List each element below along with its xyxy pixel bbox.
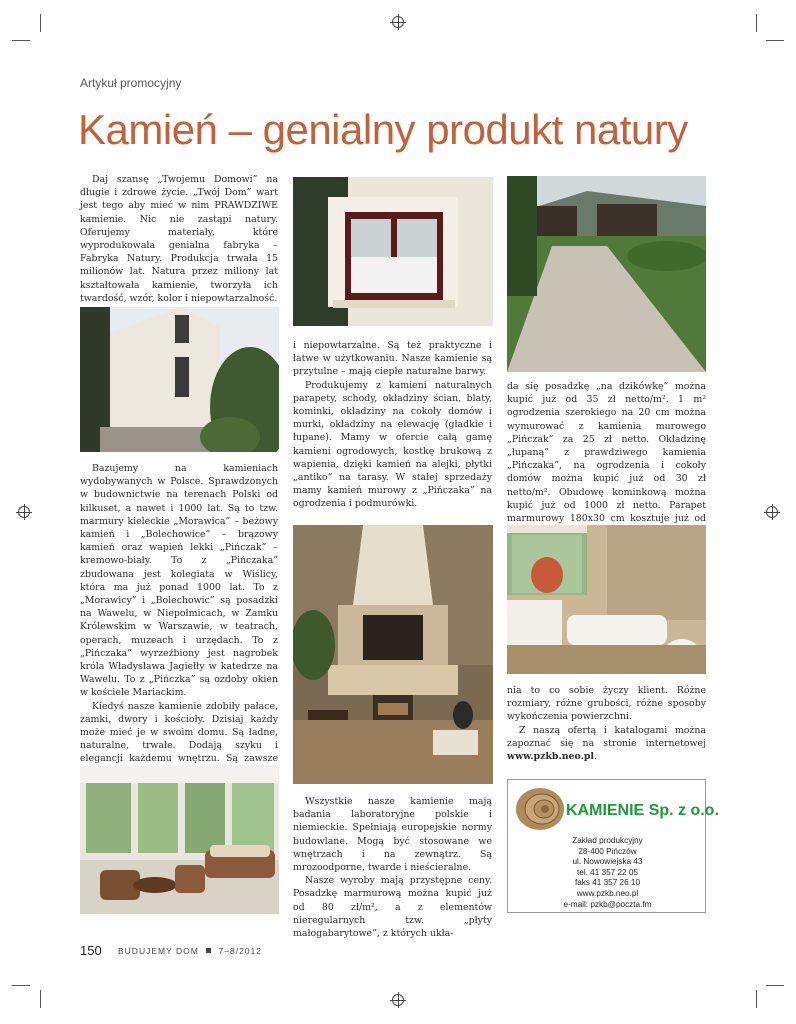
paragraph: Kiedyś nasze kamienie zdobiły pałace, zamki, dwory i kościoły. Dzisiaj każdy może mieć je w swoim domu. Są ładne, naturalne, trwałe. Dodają szyku i elegancji każdemu wnętrzu. Są zawsze: [80, 700, 278, 765]
paragraph: Daj szansę „Twojemu Domowi” na długie i zdrowe życie. „Twój Dom” wart jest tego aby mieć w nim PRAWDZIWE kamienie. Nic nie zastąpi natury. Oferujemy materiały, które wyprodukowała genialna fabryka – Fabryka Natury. Produkcja trwała 15 milionów lat. Natura przez miliony lat kształtowała kamienie, tworzyła ich twardość, wzór, kolor i niepowtarzalność.: [80, 174, 278, 304]
crop-mark: [766, 40, 784, 41]
house-facade-photo: [80, 307, 279, 452]
paragraph: Bazujemy na kamieniach wydobywanych w Polsce. Sprawdzonych w budownictwie na terenach Polski od kilkuset, a nawet i 1000 lat. Są to tzw. marmury kieleckie „Morawica” – beżowy kamień i „Bolechowice” – brązowy kamień oraz wapień lekki „Pińczak” – kremowo-biały. To z „Pińczaka” zbudowana jest kolegiata w Wiślicy, która ma już ponad 1000 lat. To z „Morawicy” i „Bolechowic” są posadzki na Wawelu, w Niepołmicach, w Zamku Królewskim w Warszawie, w teatrach, operach, muzeach i urzędach. To z „Pińczaka” wyrzeźbiony jest nagrobek króla Władysława Jagiełły w katedrze na Wawelu. To z „Pińczka” są ozdoby okien w kościele Mariackim.: [80, 463, 278, 699]
ad-line: faks 41 357 26 10: [574, 878, 641, 888]
registration-mark-icon: [392, 16, 404, 28]
registration-mark-icon: [766, 506, 778, 518]
cobblestone-path-photo: [507, 176, 706, 372]
ad-line: Zakład produkcyjny: [572, 836, 643, 845]
category-label: Artykuł promocyjny: [80, 76, 182, 90]
crop-mark: [12, 985, 30, 986]
ad-contact-info: [508, 836, 707, 910]
text-block: [507, 380, 706, 538]
issue-number: 7–8/2012: [218, 946, 262, 956]
ad-line: tel. 41 357 22 05: [576, 867, 638, 877]
ammonite-fossil-icon: [514, 786, 566, 832]
crop-mark: [40, 14, 41, 32]
article-title: Kamień – genialny produkt natury: [78, 106, 688, 153]
crop-mark: [40, 990, 41, 1008]
sunroom-interior-photo: [80, 765, 279, 914]
bathroom-photo: [507, 525, 706, 674]
paragraph-text: Z naszą ofertą i katalogami można zapoznać się na stronie internetowej: [507, 724, 706, 749]
ad-email[interactable]: e-mail: pzkb@poczta.fm: [563, 899, 652, 909]
paragraph: Nasze wyroby mają przystępne ceny. Posadzkę marmurową można kupić już od 80 zł/m², a z elementów nieregularnych tzw. „płyty małogabarytowe”, z których ukła-: [293, 875, 492, 940]
window-photo: [293, 177, 493, 326]
crop-mark: [12, 40, 30, 41]
magazine-footer: [118, 946, 262, 956]
paragraph: da się posadzkę „na dzikówkę” można kupić już od 35 zł netto/m². 1 m² ogrodzenia szerokiego na 20 cm można wymurować z kamienia murowego „Pińczak” za 25 zł netto. Okładzinę „łupaną” z prawdziwego kamienia „Pińczaka”, na ogrodzenia i cokoły domów można kupić już od 30 zł netto/m². Obudowę kominkową można kupić już od 1000 zł netto. Parapet marmurowy 180x30 cm kosztuje już od: [507, 381, 706, 525]
ad-line: ul. Nowowiejska 43: [572, 857, 643, 867]
text-block: [507, 684, 706, 763]
paragraph: Wszystkie nasze kamienie mają badania laboratoryjne polskie i niemieckie. Spełniają europejskie normy budowlane. Mogą być stosowane we wnętrzach i na zewnątrz. Są mrozoodporne, twarde i nieścieralne.: [293, 796, 492, 874]
text-block: [80, 462, 278, 779]
paragraph: i niepowtarzalne. Są też praktyczne i łatwe w użytkowaniu. Nasze kamienie są przytulne – mają ciepłe naturalne barwy.: [293, 340, 492, 378]
paragraph: Produkujemy z kamieni naturalnych parapety, schody, okładziny ścian, blaty, kominki, okładziny na cokoły domów i murki, okładziny na elewację (gładkie i łupane). Mamy w ofercie całą gamę kamieni ogrodowych, kostkę brukową z wapienia, dzięki kamień na alejki, płytki „antiko” na tarasy. W stałej sprzedaży mamy kamień murowy z „Pińczaka” na ogrodzenia i podmurówki.: [293, 379, 492, 510]
website-link[interactable]: www.pzkb.neo.pl: [507, 751, 594, 763]
ad-website[interactable]: www.pzkb.neo.pl: [576, 888, 639, 898]
paragraph-end: .: [593, 751, 597, 763]
registration-mark-icon: [392, 994, 404, 1006]
text-block: [293, 339, 492, 511]
crop-mark: [756, 990, 757, 1008]
crop-mark: [756, 14, 757, 32]
company-ad-box: [507, 779, 719, 913]
text-block: [80, 173, 278, 305]
paragraph: nia to co sobie życzy klient. Różne rozmiary, różne grubości, różne sposoby wykończenia powierzchni.: [507, 685, 706, 723]
fireplace-photo: [293, 525, 493, 784]
magazine-name: BUDUJEMY DOM: [118, 946, 199, 956]
text-block: [293, 795, 492, 940]
bullet-separator-icon: [206, 948, 211, 953]
ad-line: 28-400 Pińczów: [578, 846, 637, 856]
registration-mark-icon: [18, 506, 30, 518]
paragraph: [507, 724, 706, 764]
ad-brand-name: KAMIENIE Sp. z o.o.: [566, 802, 719, 819]
page-number: 150: [80, 943, 102, 958]
crop-mark: [766, 985, 784, 986]
